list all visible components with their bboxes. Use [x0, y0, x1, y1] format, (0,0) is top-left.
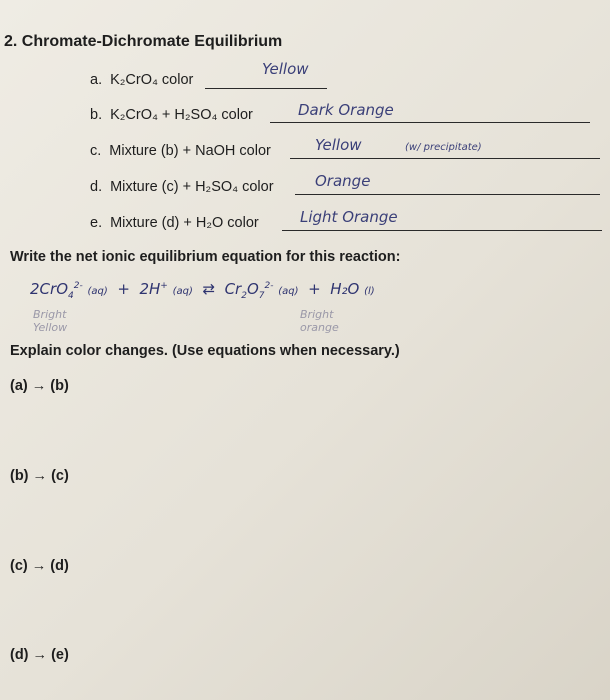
- section-title: 2. Chromate-Dichromate Equilibrium: [4, 33, 283, 50]
- chromate-coefficient: 2: [30, 280, 40, 298]
- question-label: e.: [90, 215, 103, 231]
- dichromate-charge: 2-: [264, 281, 274, 291]
- answer-line-c: [290, 158, 600, 159]
- dichromate-subscript-2: 7: [258, 291, 265, 301]
- chromate-state: (aq): [87, 286, 108, 297]
- net-ionic-equation: [30, 280, 375, 301]
- answer-d: Orange: [315, 172, 371, 190]
- dichromate-subscript-1: 2: [241, 291, 247, 301]
- question-text: Mixture (c) + H₂SO₄ color: [110, 179, 274, 195]
- question-text: K₂CrO₄ color: [110, 72, 194, 88]
- question-label: c.: [90, 143, 102, 159]
- water-state: (l): [364, 286, 375, 297]
- question-text: Mixture (d) + H₂O color: [110, 215, 259, 231]
- step-d-to-e: (d) → (e): [10, 647, 69, 663]
- net-ionic-prompt: Write the net ionic equilibrium equation for this reaction:: [10, 249, 401, 265]
- chromate-charge: 2-: [73, 281, 83, 291]
- left-note-yellow: Yellow: [33, 321, 68, 334]
- question-d: [90, 179, 274, 195]
- question-label: b.: [90, 107, 103, 123]
- step-a-to-b: (a) → (b): [10, 378, 69, 394]
- hydrogen-charge: +: [160, 281, 168, 291]
- answer-line-d: [295, 194, 600, 195]
- right-note-orange: orange: [300, 321, 339, 334]
- hydrogen-state: (aq): [172, 286, 193, 297]
- question-text: K₂CrO₄ + H₂SO₄ color: [110, 107, 253, 123]
- answer-e: Light Orange: [300, 208, 398, 226]
- question-a: [90, 72, 193, 88]
- chromate-subscript: 4: [68, 291, 74, 301]
- answer-a: Yellow: [262, 60, 309, 78]
- answer-line-e: [282, 230, 602, 231]
- step-c-to-d: (c) → (d): [10, 558, 69, 574]
- hydrogen-coefficient: 2: [139, 280, 149, 298]
- answer-line-a: [205, 88, 327, 89]
- dichromate-oxygen: O: [246, 280, 259, 298]
- question-c: [90, 143, 271, 159]
- explain-prompt: Explain color changes. (Use equations when necessary.): [10, 343, 400, 359]
- step-b-to-c: (b) → (c): [10, 468, 69, 484]
- dichromate-species: Cr: [224, 280, 242, 298]
- water-species: H₂O: [330, 280, 360, 298]
- left-note-bright: Bright: [33, 308, 67, 321]
- answer-line-b: [270, 122, 590, 123]
- question-e: [90, 215, 259, 231]
- dichromate-state: (aq): [278, 286, 299, 297]
- question-label: a.: [90, 72, 103, 88]
- question-text: Mixture (b) + NaOH color: [109, 143, 271, 159]
- plus-sign: +: [308, 280, 321, 298]
- question-label: d.: [90, 179, 103, 195]
- plus-sign: +: [117, 280, 130, 298]
- hydrogen-species: H: [149, 280, 161, 298]
- question-b: [90, 107, 253, 123]
- equilibrium-arrow: ⇄: [202, 280, 216, 298]
- right-note-bright: Bright: [300, 308, 334, 321]
- answer-c-note: (w/ precipitate): [405, 142, 482, 153]
- answer-b: Dark Orange: [298, 101, 394, 119]
- chromate-species: CrO: [39, 280, 68, 298]
- answer-c: Yellow: [315, 136, 362, 154]
